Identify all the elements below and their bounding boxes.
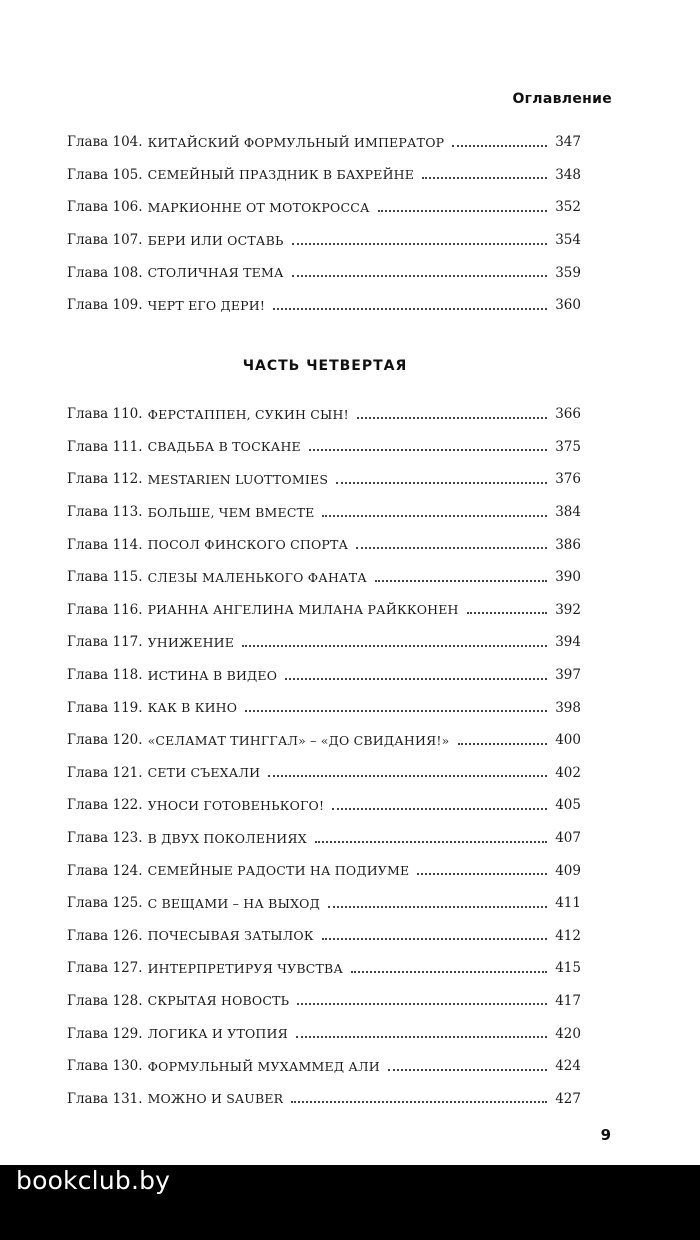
toc-entry [67, 691, 581, 724]
chapter-number: Глава 122. [67, 797, 143, 814]
chapter-page-number: 397 [555, 667, 581, 684]
chapter-page-number: 384 [555, 504, 581, 521]
chapter-title: ИСТИНА В ВИДЕО [147, 667, 278, 683]
toc-entry [67, 256, 581, 289]
dot-leader [315, 840, 547, 843]
chapter-page-number: 394 [555, 634, 581, 651]
chapter-number: Глава 115. [67, 569, 143, 586]
dot-leader [268, 774, 547, 777]
chapter-title: ЛОГИКА И УТОПИЯ [147, 1026, 288, 1042]
chapter-page-number: 402 [555, 764, 581, 781]
chapter-title: ПОСОЛ ФИНСКОГО СПОРТА [147, 537, 349, 553]
chapter-number: Глава 114. [67, 536, 143, 553]
toc-entry [67, 952, 581, 985]
chapter-title: В ДВУХ ПОКОЛЕНИЯХ [147, 830, 307, 846]
dot-leader [328, 905, 547, 908]
dot-leader [291, 1100, 547, 1103]
toc-entry [67, 528, 581, 561]
chapter-page-number: 390 [555, 569, 581, 586]
toc-entry [67, 159, 581, 192]
chapter-title: «СЕЛАМАТ ТИНГГАЛ» – «ДО СВИДАНИЯ!» [147, 732, 450, 748]
page-number: 9 [600, 1126, 611, 1144]
chapter-title: MESTARIEN LUOTTOMIES [147, 471, 329, 487]
chapter-title: КАК В КИНО [147, 700, 238, 716]
chapter-number: Глава 120. [67, 732, 143, 749]
dot-leader [336, 481, 547, 484]
chapter-title: УНИЖЕНИЕ [147, 634, 235, 650]
dot-leader [273, 307, 547, 310]
running-head: Оглавление [512, 91, 612, 107]
chapter-number: Глава 130. [67, 1058, 143, 1075]
chapter-title: СВАДЬБА В ТОСКАНЕ [147, 439, 301, 455]
chapter-number: Глава 124. [67, 862, 143, 879]
chapter-number: Глава 127. [67, 960, 143, 977]
dot-leader [351, 970, 547, 973]
chapter-title: СКРЫТАЯ НОВОСТЬ [147, 993, 290, 1009]
chapter-page-number: 398 [555, 699, 581, 716]
chapter-page-number: 375 [555, 438, 581, 455]
toc-entry [67, 126, 581, 159]
chapter-title: ФОРМУЛЬНЫЙ МУХАММЕД АЛИ [147, 1058, 380, 1074]
dot-leader [357, 416, 547, 419]
toc-entry [67, 594, 581, 627]
toc-entry [67, 854, 581, 887]
chapter-page-number: 407 [555, 830, 581, 847]
dot-leader [458, 742, 548, 745]
chapter-title: БОЛЬШЕ, ЧЕМ ВМЕСТЕ [147, 504, 315, 520]
chapter-title: ИНТЕРПРЕТИРУЯ ЧУВСТВА [147, 960, 344, 976]
chapter-number: Глава 112. [67, 471, 143, 488]
toc-entry [67, 191, 581, 224]
chapter-page-number: 392 [555, 601, 581, 618]
dot-leader [332, 807, 547, 810]
chapter-number: Глава 126. [67, 927, 143, 944]
chapter-title: УНОСИ ГОТОВЕНЬКОГО! [147, 797, 325, 813]
dot-leader [378, 209, 548, 212]
chapter-title: МОЖНО И SAUBER [147, 1091, 284, 1107]
toc-list-top [67, 126, 581, 322]
chapter-number: Глава 113. [67, 504, 143, 521]
chapter-page-number: 424 [555, 1058, 581, 1075]
chapter-number: Глава 116. [67, 601, 143, 618]
chapter-number: Глава 125. [67, 895, 143, 912]
chapter-page-number: 411 [555, 895, 581, 912]
chapter-title: ПОЧЕСЫВАЯ ЗАТЫЛОК [147, 928, 314, 944]
chapter-title: СЕМЕЙНЫЕ РАДОСТИ НА ПОДИУМЕ [147, 863, 410, 879]
dot-leader [356, 546, 547, 549]
toc-entry [67, 224, 581, 257]
chapter-page-number: 376 [555, 471, 581, 488]
toc-entry [67, 561, 581, 594]
chapter-page-number: 405 [555, 797, 581, 814]
chapter-page-number: 409 [555, 862, 581, 879]
chapter-page-number: 347 [555, 134, 581, 151]
chapter-page-number: 386 [555, 536, 581, 553]
chapter-page-number: 400 [555, 732, 581, 749]
toc-entry [67, 626, 581, 659]
toc-entry [67, 496, 581, 529]
chapter-title: СЕМЕЙНЫЙ ПРАЗДНИК В БАХРЕЙНЕ [147, 167, 415, 183]
dot-leader [375, 579, 547, 582]
chapter-page-number: 417 [555, 992, 581, 1009]
chapter-page-number: 348 [555, 166, 581, 183]
toc-entry [67, 887, 581, 920]
dot-leader [467, 611, 548, 614]
chapter-page-number: 412 [555, 927, 581, 944]
dot-leader [422, 176, 547, 179]
chapter-number: Глава 117. [67, 634, 143, 651]
dot-leader [309, 448, 547, 451]
chapter-number: Глава 106. [67, 199, 143, 216]
toc-entry [67, 289, 581, 322]
dot-leader [245, 709, 547, 712]
toc-entry [67, 822, 581, 855]
chapter-number: Глава 129. [67, 1025, 143, 1042]
dot-leader [322, 937, 547, 940]
dot-leader [297, 1002, 547, 1005]
chapter-title: СЕТИ СЪЕХАЛИ [147, 765, 261, 781]
dot-leader [292, 242, 548, 245]
chapter-number: Глава 107. [67, 232, 143, 249]
chapter-page-number: 352 [555, 199, 581, 216]
dot-leader [242, 644, 547, 647]
toc-entry [67, 757, 581, 790]
toc-entry [67, 724, 581, 757]
chapter-number: Глава 121. [67, 764, 143, 781]
chapter-number: Глава 104. [67, 134, 143, 151]
toc-entry [67, 1082, 581, 1115]
chapter-title: КИТАЙСКИЙ ФОРМУЛЬНЫЙ ИМПЕРАТОР [147, 134, 445, 150]
toc-entry [67, 985, 581, 1018]
chapter-title: ФЕРСТАППЕН, СУКИН СЫН! [147, 406, 349, 422]
toc-entry [67, 659, 581, 692]
chapter-number: Глава 109. [67, 297, 143, 314]
toc-entry [67, 1017, 581, 1050]
chapter-number: Глава 105. [67, 166, 143, 183]
toc-entry [67, 1050, 581, 1083]
toc-entry [67, 431, 581, 464]
chapter-number: Глава 123. [67, 830, 143, 847]
dot-leader [322, 514, 547, 517]
chapter-page-number: 415 [555, 960, 581, 977]
chapter-page-number: 366 [555, 406, 581, 423]
chapter-title: СТОЛИЧНАЯ ТЕМА [147, 265, 284, 281]
dot-leader [296, 1035, 547, 1038]
dot-leader [417, 872, 547, 875]
chapter-title: РИАННА АНГЕЛИНА МИЛАНА РАЙККОНЕН [147, 602, 459, 618]
part-heading: ЧАСТЬ ЧЕТВЕРТАЯ [242, 358, 408, 374]
chapter-title: БЕРИ ИЛИ ОСТАВЬ [147, 232, 284, 248]
chapter-page-number: 359 [555, 264, 581, 281]
chapter-number: Глава 119. [67, 699, 143, 716]
chapter-page-number: 427 [555, 1090, 581, 1107]
chapter-title: СЛЕЗЫ МАЛЕНЬКОГО ФАНАТА [147, 569, 367, 585]
chapter-number: Глава 111. [67, 438, 143, 455]
chapter-page-number: 360 [555, 297, 581, 314]
chapter-title: С ВЕЩАМИ – НА ВЫХОД [147, 895, 320, 911]
dot-leader [452, 144, 547, 147]
toc-entry [67, 920, 581, 953]
toc-entry [67, 398, 581, 431]
dot-leader [292, 274, 548, 277]
watermark-text: bookclub.by [16, 1166, 171, 1195]
chapter-page-number: 420 [555, 1025, 581, 1042]
chapter-title: ЧЕРТ ЕГО ДЕРИ! [147, 297, 266, 313]
chapter-number: Глава 128. [67, 992, 143, 1009]
toc-entry [67, 463, 581, 496]
dot-leader [388, 1068, 547, 1071]
dot-leader [285, 677, 547, 680]
toc-list-part-four [67, 398, 581, 1115]
chapter-number: Глава 108. [67, 264, 143, 281]
chapter-title: МАРКИОННЕ ОТ МОТОКРОССА [147, 199, 370, 215]
toc-entry [67, 789, 581, 822]
chapter-number: Глава 131. [67, 1090, 143, 1107]
chapter-page-number: 354 [555, 232, 581, 249]
chapter-number: Глава 110. [67, 406, 143, 423]
chapter-number: Глава 118. [67, 667, 143, 684]
